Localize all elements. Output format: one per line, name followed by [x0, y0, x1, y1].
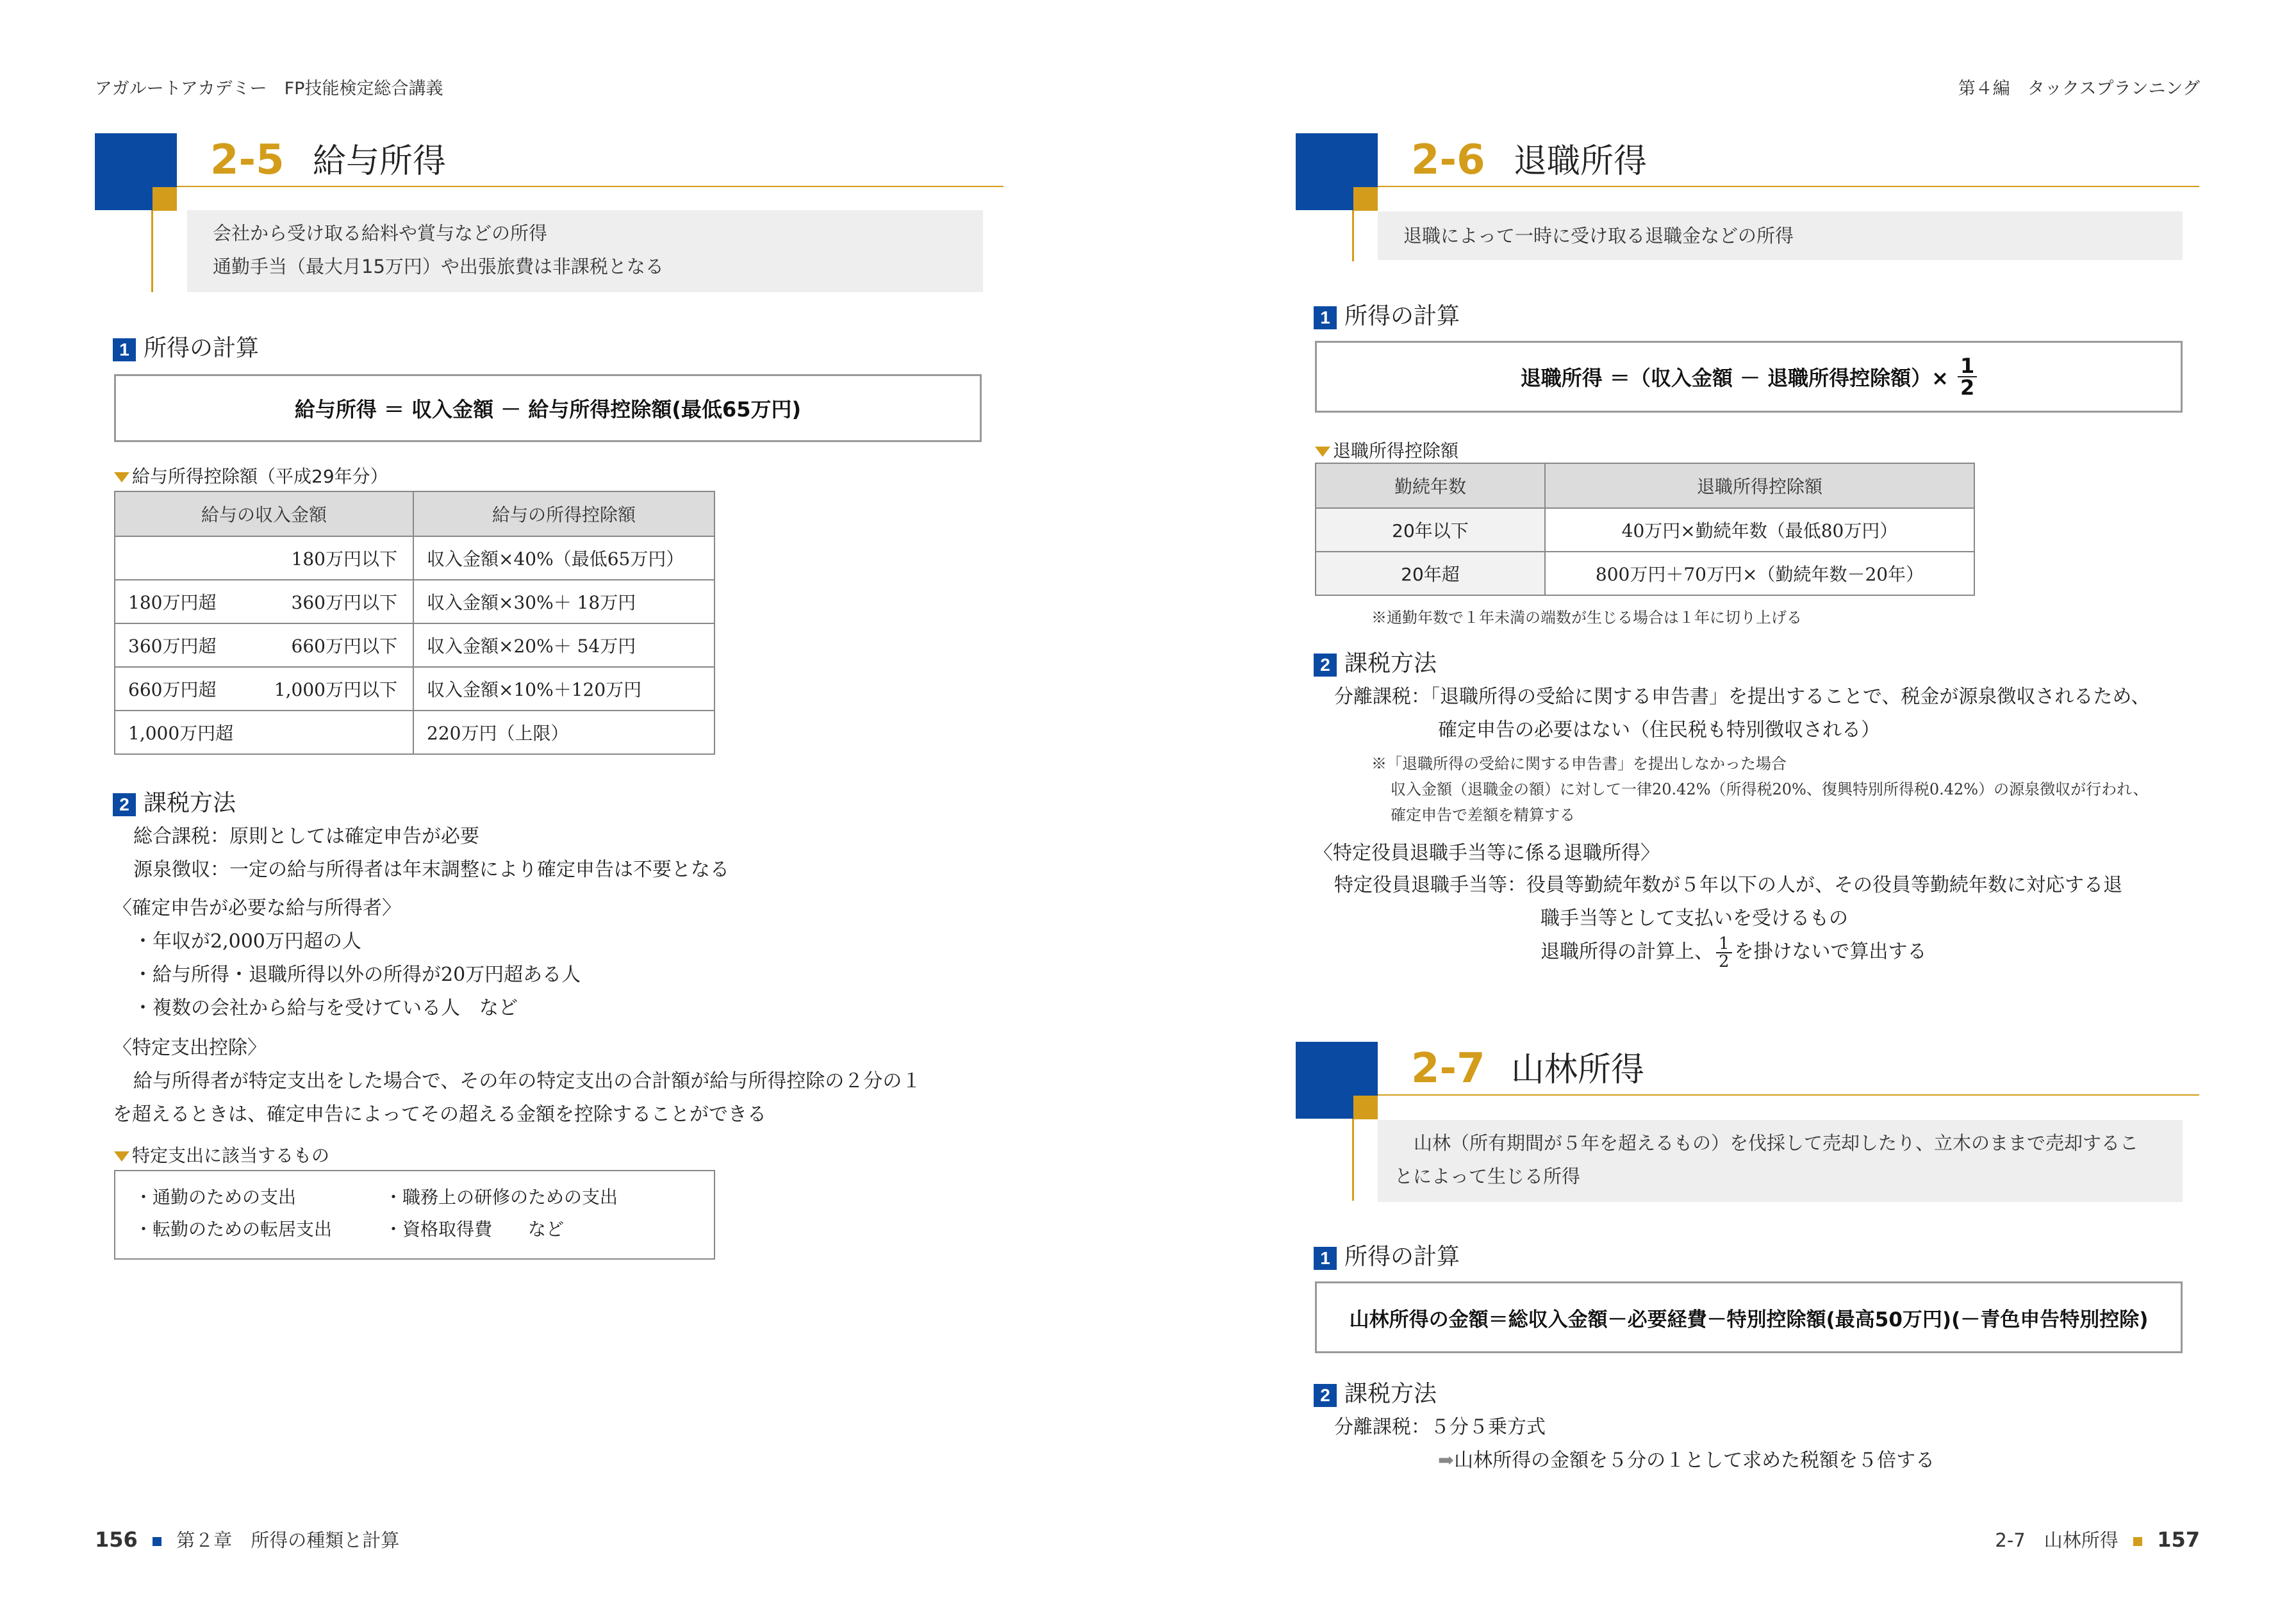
triangle-icon	[114, 472, 129, 482]
section-vertical-rule	[1352, 210, 1354, 261]
section-marker-accent	[1353, 187, 1378, 211]
intro-line: 会社から受け取る給料や賞与などの所得	[213, 222, 548, 244]
subheading-calc	[113, 334, 259, 363]
section-number: 2-6	[1411, 136, 1485, 184]
subsection-label: 〈確定申告が必要な給与所得者〉	[113, 897, 401, 919]
forest-tax-text: 分離課税：５分５乗方式 ➡山林所得の金額を５分の１として求めた税額を５倍する	[1334, 1416, 1935, 1472]
deduction-table	[114, 491, 715, 755]
section-intro-box: 山林（所有期間が５年を超えるもの）を伐採して売却したり、立木のままで売却するこ とによって生じる所得	[1378, 1120, 2183, 1202]
footer-right	[1995, 1526, 2200, 1552]
section-underline	[1378, 1094, 2199, 1096]
section-intro-box: 退職によって一時に受け取る退職金などの所得	[1378, 211, 2183, 260]
table-row: 360万円超 660万円以下 収入金額×20%＋ 54万円	[115, 623, 714, 667]
table-header-cell: 給与の所得控除額	[413, 491, 714, 536]
subheading-text: 課税方法	[1344, 1381, 1437, 1407]
section-marker-accent	[1353, 1096, 1378, 1119]
retirement-deduction-table	[1315, 463, 1975, 596]
table-header-cell: 給与の収入金額	[115, 491, 413, 536]
table-header-cell: 勤続年数	[1316, 463, 1545, 508]
section-marker-accent	[153, 187, 177, 211]
fraction: $\frac{1}{2}$	[1716, 935, 1732, 970]
number-badge: 1	[113, 338, 136, 361]
section-vertical-rule	[151, 210, 153, 292]
subheading-text: 所得の計算	[1344, 1244, 1460, 1270]
running-header-right: 第４編 タックスプランニング	[1958, 79, 2200, 99]
section-intro-box	[187, 210, 983, 292]
triangle-icon	[114, 1151, 129, 1162]
requirement-list	[133, 925, 581, 1025]
list-item: ・給与所得・退職所得以外の所得が20万円超ある人	[133, 964, 581, 986]
number-badge: 1	[1314, 1247, 1337, 1270]
section-underline	[1378, 186, 2199, 187]
section-title: 山林所得	[1511, 1051, 1645, 1089]
table-row: 20年超 800万円＋70万円×（勤続年数－20年）	[1316, 552, 1974, 595]
table-row: 1,000万円超 220万円（上限）	[115, 711, 714, 754]
table-header-row	[1316, 463, 1974, 508]
subheading-tax	[1314, 650, 1437, 678]
tax-method-text: 分離課税：「退職所得の受給に関する申告書」を提出することで、税金が源泉徴収されるため、 確定申告の必要はない（住民税も特別徴収される）	[1334, 686, 2151, 741]
subheading-tax	[113, 789, 236, 818]
number-badge: 1	[1314, 306, 1337, 329]
table-row: 180万円超 360万円以下 収入金額×30%＋ 18万円	[115, 580, 714, 623]
list-item: ・複数の会社から給与を受けている人 など	[133, 997, 518, 1019]
subsection-label: 〈特定役員退職手当等に係る退職所得〉	[1314, 842, 1660, 864]
intro-line: 通勤手当（最大月15万円）や出張旅費は非課税となる	[213, 256, 664, 277]
section-underline	[177, 186, 1003, 187]
subheading-calc	[1314, 302, 1460, 331]
running-header-left: アガルートアカデミー FP技能検定総合講義	[95, 79, 443, 99]
table-row: 20年以下 40万円×勤続年数（最低80万円）	[1316, 508, 1974, 552]
footer-left	[95, 1526, 399, 1552]
subheading-text: 課税方法	[144, 790, 236, 816]
withholding-note: ※「退職所得の受給に関する申告書」を提出しなかった場合 収入金額（退職金の額）に対して一律20.42%（所得税20%、復興特別所得税0.42%）の源泉徴収が行われ、 確定申告で差額を精算する	[1371, 755, 2149, 824]
page-number: 156	[95, 1527, 138, 1552]
formula-box: 給与所得 ＝ 収入金額 － 給与所得控除額(最低65万円)	[114, 374, 982, 442]
formula-box: 退職所得 ＝（収入金額 － 退職所得控除額）× $\frac{1}{2}$	[1315, 341, 2183, 413]
subheading-text: 所得の計算	[1344, 303, 1460, 329]
table-row: 180万円以下 収入金額×40%（最低65万円）	[115, 536, 714, 580]
number-badge: 2	[1314, 1384, 1337, 1407]
box-caption: 特定支出に該当するもの	[114, 1142, 329, 1167]
table-header-row	[115, 491, 714, 536]
arrow-icon: ➡	[1438, 1449, 1455, 1472]
subheading-calc	[1314, 1243, 1460, 1271]
tax-method-text: 総合課税：原則としては確定申告が必要 源泉徴収：一定の給与所得者は年末調整により確定申告は不要となる	[133, 825, 729, 881]
specific-expense-box: ・通勤のための支出 ・職務上の研修のための支出 ・転勤のための転居支出 ・資格取得費 など	[114, 1170, 715, 1260]
section-vertical-rule	[1352, 1119, 1354, 1201]
table-note: ※通勤年数で１年未満の端数が生じる場合は１年に切り上げる	[1371, 609, 1802, 627]
section-number: 2-5	[210, 136, 285, 184]
executive-retirement-text: 特定役員退職手当等：役員等勤続年数が５年以下の人が、その役員等勤続年数に対応する退 職手当等として支払いを受けるもの 退職所得の計算上、 $\frac{1}{2}$ を掛けないで算出する	[1334, 874, 2122, 971]
list-item: ・年収が2,000万円超の人	[133, 930, 361, 953]
footer-chapter: 第２章 所得の種類と計算	[176, 1529, 400, 1551]
footer-section: 2-7 山林所得	[1995, 1529, 2118, 1551]
specific-expense-text: 給与所得者が特定支出をした場合で、その年の特定支出の合計額が給与所得控除の２分の１ を超えるときは、確定申告によってその超える金額を控除することができる	[113, 1070, 921, 1126]
section-title: 給与所得	[313, 142, 447, 181]
subheading-tax	[1314, 1380, 1437, 1408]
square-icon	[2133, 1537, 2142, 1546]
section-title: 退職所得	[1514, 142, 1648, 181]
subsection-label: 〈特定支出控除〉	[113, 1037, 267, 1059]
table-caption: 給与所得控除額（平成29年分）	[114, 463, 388, 488]
fraction: $\frac{1}{2}$	[1958, 356, 1977, 398]
square-icon	[153, 1537, 161, 1546]
table-row: 660万円超 1,000万円以下 収入金額×10%＋120万円	[115, 667, 714, 711]
number-badge: 2	[1314, 654, 1337, 677]
formula-box: 山林所得の金額＝総収入金額－必要経費－特別控除額(最高50万円)(－青色申告特別控除)	[1315, 1281, 2183, 1353]
subheading-text: 所得の計算	[144, 335, 260, 361]
table-header-cell: 退職所得控除額	[1545, 463, 1974, 508]
page-number: 157	[2157, 1527, 2200, 1552]
triangle-icon	[1315, 447, 1330, 457]
number-badge: 2	[113, 793, 136, 816]
subheading-text: 課税方法	[1344, 650, 1437, 677]
table-caption: 退職所得控除額	[1315, 437, 1458, 463]
section-number: 2-7	[1411, 1045, 1485, 1092]
